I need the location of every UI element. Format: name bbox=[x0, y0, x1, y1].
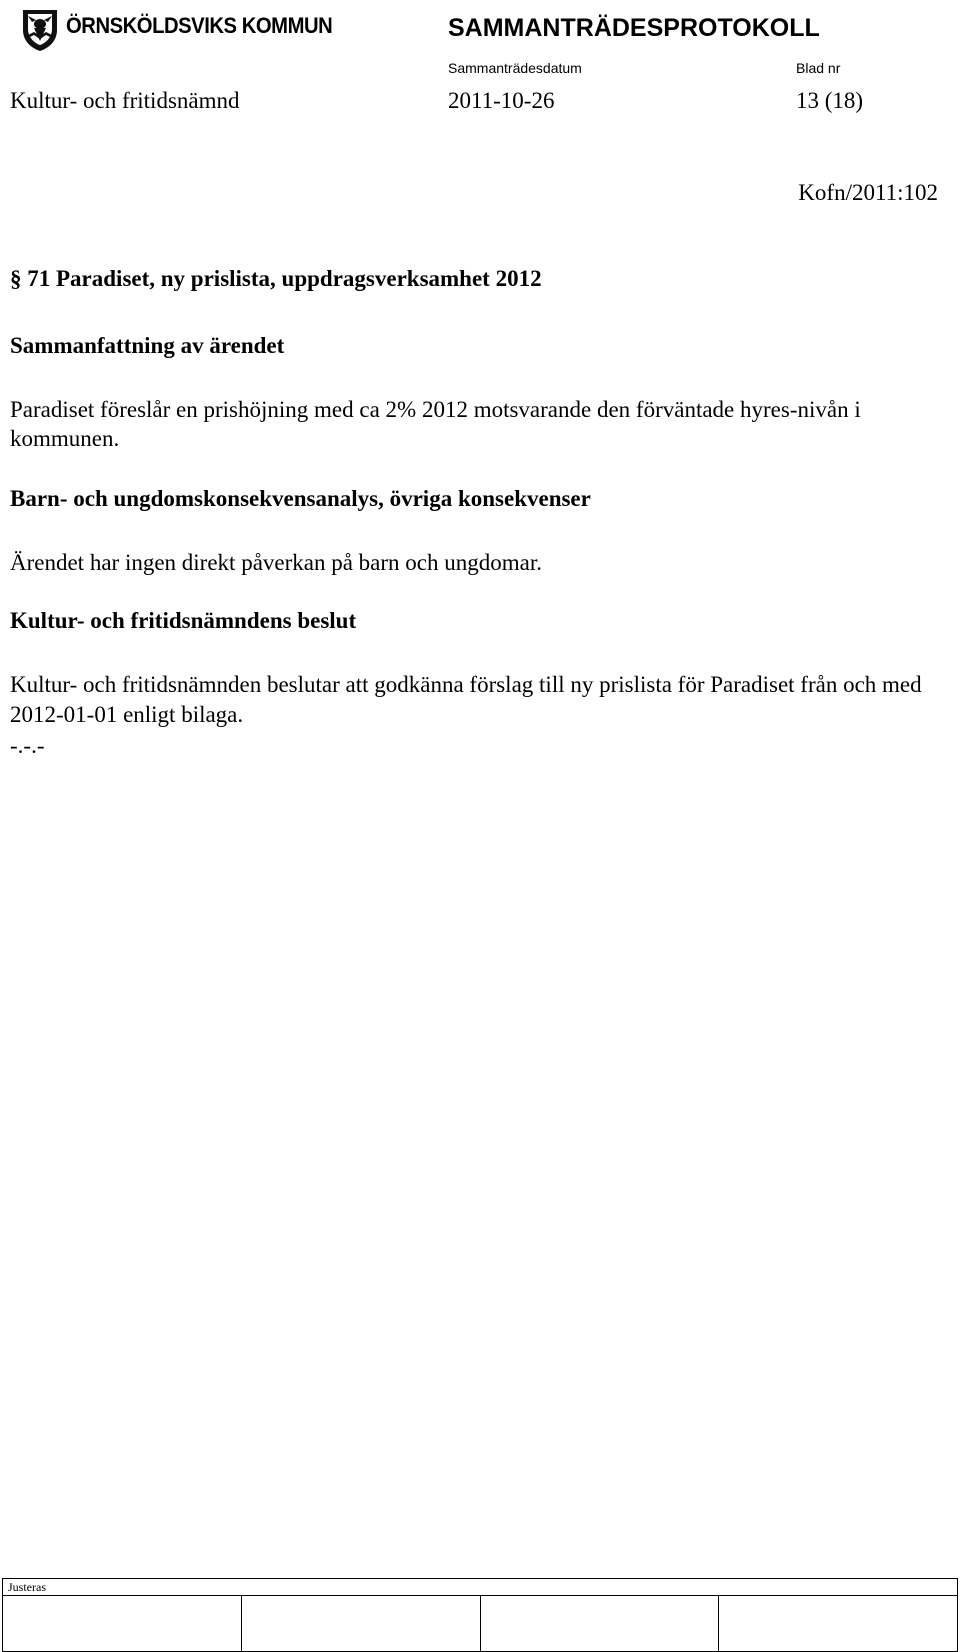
meeting-date-label: Sammanträdesdatum bbox=[448, 60, 582, 76]
decision-heading: Kultur- och fritidsnämndens beslut bbox=[10, 608, 357, 633]
signature-cell bbox=[480, 1596, 719, 1652]
summary-text: Paradiset föreslår en prishöjning med ca 2% 2012 motsvarande den förväntade hyres-nivån i kommunen. bbox=[10, 397, 861, 451]
justeras-label-row bbox=[3, 1579, 958, 1596]
organization-name: ÖRNSKÖLDSVIKS KOMMUN bbox=[66, 13, 333, 38]
case-number: Kofn/2011:102 bbox=[798, 180, 938, 205]
justeras-signature-table bbox=[2, 1578, 958, 1652]
justeras-label: Justeras bbox=[3, 1579, 958, 1596]
summary-heading: Sammanfattning av ärendet bbox=[10, 333, 285, 358]
signature-cell bbox=[719, 1596, 958, 1652]
signature-cell bbox=[3, 1596, 242, 1652]
impact-analysis-text: Ärendet har ingen direkt påverkan på barn och ungdomar. bbox=[10, 550, 542, 575]
page-number-value: 13 (18) bbox=[796, 88, 864, 113]
signature-cell bbox=[241, 1596, 480, 1652]
item-heading: § 71 Paradiset, ny prislista, uppdragsverksamhet 2012 bbox=[10, 266, 542, 291]
decision-text: Kultur- och fritidsnämnden beslutar att godkänna förslag till ny prislista för Paradiset från och med 2012-01-01 enligt bilaga. bbox=[10, 672, 922, 727]
end-marker: -.-.- bbox=[10, 733, 45, 758]
impact-analysis-heading: Barn- och ungdomskonsekvensanalys, övriga konsekvenser bbox=[10, 486, 591, 511]
committee-name: Kultur- och fritidsnämnd bbox=[10, 88, 240, 113]
document-type-title: SAMMANTRÄDESPROTOKOLL bbox=[448, 14, 820, 42]
page-number-label: Blad nr bbox=[796, 60, 841, 76]
meeting-date-value: 2011-10-26 bbox=[448, 88, 555, 113]
coat-of-arms-icon bbox=[20, 8, 60, 52]
signature-row bbox=[3, 1596, 958, 1652]
